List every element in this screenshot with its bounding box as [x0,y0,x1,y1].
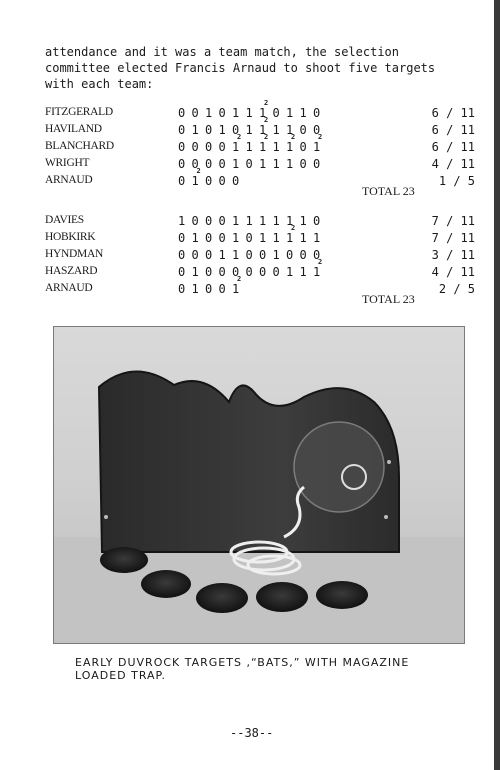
shot-result: 1 [178,214,186,228]
shot-result: 0 [178,282,186,296]
score-row [45,224,475,248]
shot-result: 0 [178,140,186,154]
bat-target [316,581,368,609]
shot-result: 1 2 [313,258,323,279]
screw [387,460,391,464]
shot-result: 0 [218,282,227,296]
shot-superscript: 2 [237,133,242,141]
shot-result: 1 [272,140,281,154]
shot-result: 0 [299,123,308,137]
shot-sequence [178,99,327,120]
shot-result: 0 [299,140,308,154]
shot-result: 0 [205,140,213,154]
shot-result: 1 [191,265,200,279]
shot-result: 1 [232,231,240,245]
shot-result: 0 [259,265,267,279]
shot-result: 0 [178,231,186,245]
shot-result: 0 [245,248,254,262]
shooter-score: 6 / 11 [431,140,475,154]
shooter-score: 4 / 11 [431,157,475,171]
shooter-score: 6 / 11 [431,106,475,120]
score-row [45,157,475,174]
team-2-total: TOTAL 23 [362,292,415,306]
shot-result: 1 2 [286,133,296,154]
shot-result: 1 [272,248,281,262]
shot-sequence [178,167,246,188]
shot-result: 0 [178,265,186,279]
shot-result: 1 [191,123,200,137]
shot-result: 0 [218,231,227,245]
shot-result: 1 [313,231,321,245]
shooter-name: HYNDMAN [45,248,103,260]
shooter-score: 6 / 11 [431,123,475,137]
magazine-circle [294,422,384,512]
shot-sequence [178,248,327,262]
screw [384,515,388,519]
shot-result: 0 [313,106,321,120]
shot-result: 1 [259,157,267,171]
shot-result: 0 [313,157,321,171]
shot-result: 0 [245,231,254,245]
score-row [45,248,475,265]
shot-result: 0 [178,248,186,262]
shot-result: 1 [259,231,267,245]
shot-result: 1 [232,106,240,120]
shot-result: 1 [218,248,227,262]
shooter-score: 2 / 5 [438,282,475,296]
shot-result: 1 2 [191,167,202,188]
shot-superscript: 2 [264,99,269,107]
shot-result: 0 [245,157,254,171]
shot-result: 0 [218,106,227,120]
shot-result: 0 [191,140,200,154]
shot-result: 0 [205,174,213,188]
shot-result: 0 [232,174,240,188]
shooter-score: 7 / 11 [431,214,475,228]
shot-result: 1 [245,214,254,228]
shot-result: 1 [245,106,254,120]
shooter-name: ARNAUD [45,282,93,294]
shooter-name: HASZARD [45,265,98,277]
shot-result: 0 [205,157,213,171]
shot-superscript: 2 [318,133,323,141]
shot-result: 0 [232,265,240,279]
shot-result: 1 [299,231,308,245]
shot-result: 1 [299,265,308,279]
shot-result: 0 [205,231,213,245]
shot-result: 0 [245,265,254,279]
shot-result: 0 [218,157,227,171]
shot-superscript: 2 [291,133,296,141]
shot-result: 0 [218,214,227,228]
shooter-score: 4 / 11 [431,265,475,279]
shot-result: 1 [286,214,294,228]
shot-result: 1 [286,157,294,171]
shot-result: 0 [178,123,186,137]
shot-result: 1 [272,231,281,245]
shooter-name: BLANCHARD [45,140,114,152]
shot-result: 0 [191,106,200,120]
shot-result: 0 [191,157,200,171]
page-number: --38-- [230,726,274,740]
shot-superscript: 2 [264,133,269,141]
score-row [45,258,475,282]
shot-result: 0 [313,214,321,228]
page-edge [494,0,500,770]
shot-result: 0 [218,140,227,154]
shot-superscript: 2 [237,275,242,283]
shot-sequence [178,214,327,228]
score-row [45,99,475,123]
shot-result: 0 [178,157,186,171]
shot-sequence [178,133,327,154]
shot-result: 0 [232,123,240,137]
shot-result: 1 2 [286,224,296,245]
shooter-score: 1 / 5 [438,174,475,188]
shot-result: 1 2 [259,133,269,154]
shot-result: 1 [259,214,267,228]
shot-result: 1 [272,214,281,228]
shot-result: 1 [218,123,227,137]
shot-result: 1 2 [259,116,269,137]
shot-result: 1 [191,231,200,245]
shot-result: 1 [286,106,294,120]
shot-result: 1 [272,157,281,171]
shot-result: 1 2 [232,133,242,154]
shot-superscript: 2 [264,116,269,124]
shot-result: 0 [205,248,213,262]
shot-result: 0 [205,214,213,228]
shot-result: 0 [178,174,186,188]
bat-target [141,570,191,598]
shot-result: 0 [205,265,213,279]
shot-result: 1 [191,282,200,296]
shot-result: 0 [205,282,213,296]
shot-result: 0 [178,106,186,120]
shot-result: 1 [232,214,240,228]
shooter-name: DAVIES [45,214,84,226]
shot-result: 1 [245,140,254,154]
shot-superscript: 2 [291,224,296,232]
shot-result: 1 [299,214,308,228]
shooter-name: FITZGERALD [45,106,113,118]
shot-result: 1 [232,157,240,171]
shooter-score: 3 / 11 [431,248,475,262]
screw [104,515,108,519]
shot-result: 1 [245,123,254,137]
shot-result: 1 2 [232,275,242,296]
shooter-name: HAVILAND [45,123,102,135]
shooter-score: 7 / 11 [431,231,475,245]
shot-result: 0 [218,174,227,188]
bat-target [196,583,248,613]
shot-result: 0 [218,265,227,279]
score-row [45,133,475,157]
shot-result: 0 [313,248,321,262]
shot-result: 0 [191,214,200,228]
shot-sequence [178,258,327,279]
shot-superscript: 2 [196,167,202,175]
shot-sequence [178,224,327,245]
shot-result: 1 [286,123,294,137]
score-row [45,214,475,231]
shot-result: 0 [272,265,281,279]
shot-result: 1 [272,123,281,137]
photo-caption: EARLY DUVROCK TARGETS ,“BATS,” WITH MAGAZINE LOADED TRAP. [75,656,410,682]
score-row [45,116,475,140]
shot-result: 1 2 [259,99,269,120]
shooter-name: WRIGHT [45,157,90,169]
shot-sequence [178,275,246,296]
shot-result: 1 2 [313,133,323,154]
shooter-name: ARNAUD [45,174,93,186]
team-1-total: TOTAL 23 [362,184,415,198]
shot-result: 0 [205,123,213,137]
shot-result: 1 [299,106,308,120]
shot-result: 1 [232,248,240,262]
shot-result: 1 [205,106,213,120]
intro-paragraph: attendance and it was a team match, the selection committee elected Francis Arnaud to shoot five targets with each team: [45,45,436,91]
shot-superscript: 2 [318,258,323,266]
shot-result: 0 [272,106,281,120]
team-2-scores [45,214,475,299]
shooter-name: HOBKIRK [45,231,96,243]
team-1-scores [45,99,475,191]
shot-result: 0 [313,123,321,137]
shot-result: 0 [191,248,200,262]
trap-photo-illustration [54,327,464,643]
shot-result: 0 [299,157,308,171]
shot-result: 1 [286,265,294,279]
shot-result: 0 [299,248,308,262]
trap-photo [53,326,465,644]
bat-target [100,547,148,573]
shot-sequence [178,116,327,137]
shot-result: 0 [259,248,267,262]
bat-target [256,582,308,612]
shot-result: 0 [286,248,294,262]
